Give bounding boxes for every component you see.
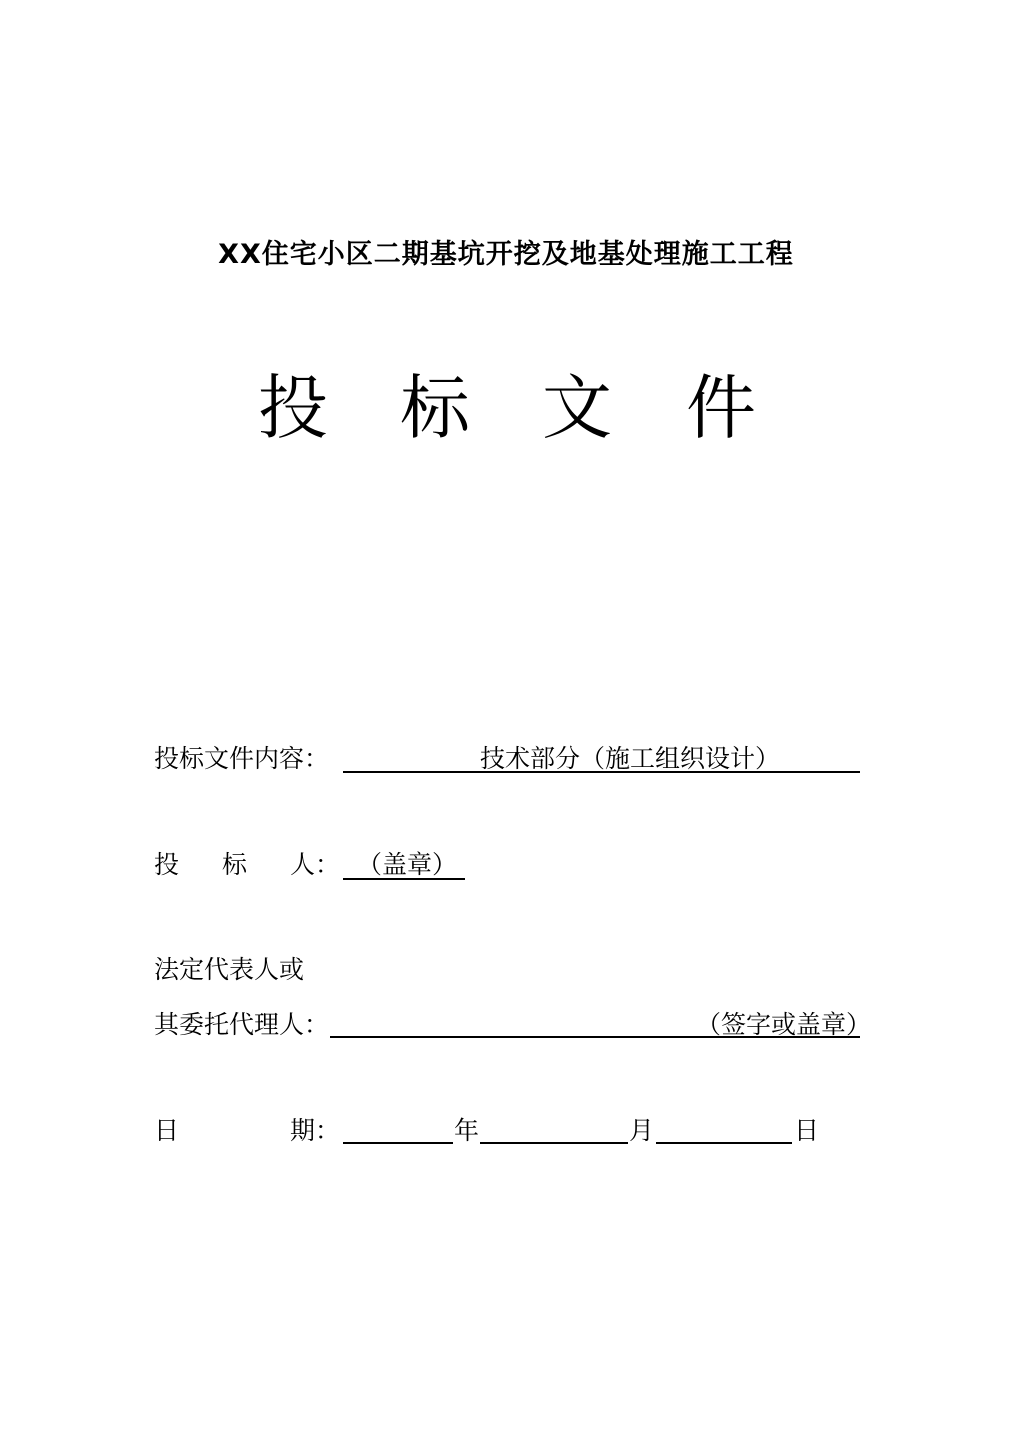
date-month-underline — [480, 1142, 628, 1144]
date-year-label: 年 — [454, 1116, 480, 1145]
document-title-char-1: 投 — [258, 367, 328, 449]
document-title-char-4: 件 — [686, 367, 756, 449]
date-month-label: 月 — [629, 1116, 655, 1145]
representative-value: （签字或盖章） — [696, 1010, 872, 1039]
representative-label-line-2: 其委托代理人： — [154, 1010, 330, 1039]
content-underline — [343, 771, 860, 773]
date-day-label: 日 — [794, 1116, 820, 1145]
date-label-char-1: 日 — [154, 1116, 180, 1145]
representative-label-line-1: 法定代表人或 — [154, 955, 305, 984]
project-title: XX住宅小区二期基坑开挖及地基处理施工工程 — [218, 239, 794, 270]
bidder-underline — [343, 878, 465, 880]
bidder-label-char-3: 人： — [290, 850, 341, 879]
bidder-label-char-2: 标 — [222, 850, 248, 879]
bidder-value: （盖章） — [357, 850, 458, 879]
date-label-char-2: 期： — [290, 1116, 341, 1145]
bidder-label-char-1: 投 — [154, 850, 180, 879]
document-title-char-3: 文 — [542, 367, 612, 449]
content-label: 投标文件内容： — [154, 744, 330, 773]
document-title-char-2: 标 — [400, 367, 470, 449]
content-value: 技术部分（施工组织设计） — [480, 744, 781, 773]
date-year-underline — [343, 1142, 453, 1144]
representative-underline — [330, 1036, 860, 1038]
date-day-underline — [656, 1142, 792, 1144]
